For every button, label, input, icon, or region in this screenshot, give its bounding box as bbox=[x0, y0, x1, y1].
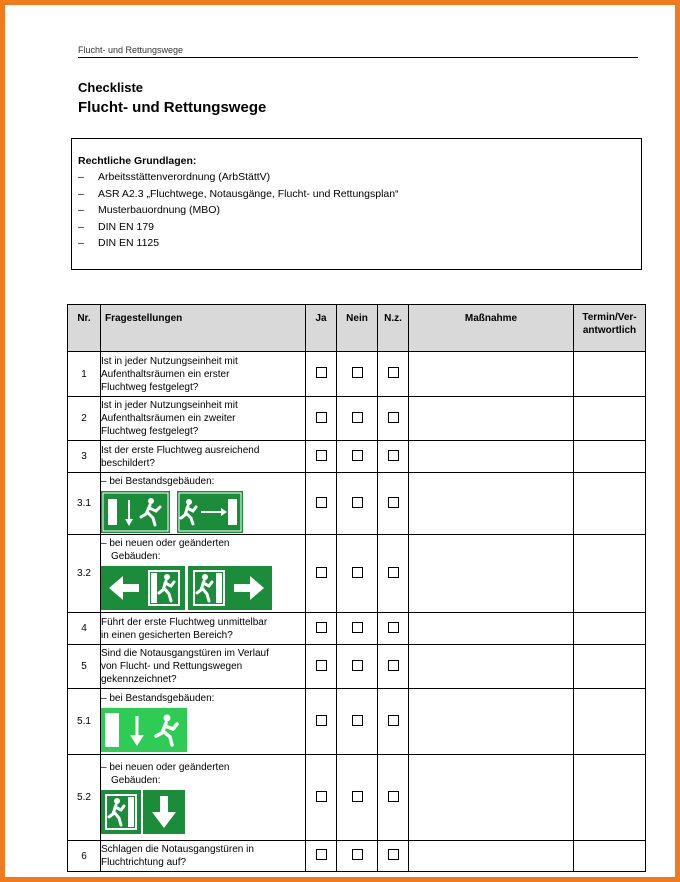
col-header-nein: Nein bbox=[337, 305, 378, 352]
termin-cell[interactable] bbox=[574, 473, 646, 535]
table-row bbox=[68, 352, 646, 397]
massnahme-cell[interactable] bbox=[409, 645, 574, 689]
termin-cell[interactable] bbox=[574, 441, 646, 473]
legal-basis-heading: Rechtliche Grundlagen: bbox=[78, 155, 197, 167]
page-title-kind: Checkliste bbox=[78, 80, 144, 95]
legal-basis-box bbox=[71, 138, 642, 270]
checkbox-ja[interactable] bbox=[316, 622, 327, 633]
table-header-row bbox=[68, 305, 646, 352]
checkbox-ja[interactable] bbox=[316, 791, 327, 802]
legal-item: – DIN EN 179 bbox=[78, 220, 155, 233]
col-header-ja: Ja bbox=[306, 305, 337, 352]
checkbox-nz[interactable] bbox=[388, 367, 399, 378]
checkbox-nein[interactable] bbox=[352, 450, 363, 461]
exit-sign-right-arrow-new-icon bbox=[188, 566, 272, 610]
legal-item: – DIN EN 1125 bbox=[78, 237, 160, 250]
checkbox-nein[interactable] bbox=[352, 849, 363, 860]
checkbox-nz[interactable] bbox=[388, 567, 399, 578]
row-number: 3.1 bbox=[68, 473, 101, 535]
termin-cell[interactable] bbox=[574, 645, 646, 689]
exit-sign-left-arrow-new-icon bbox=[101, 566, 185, 610]
massnahme-cell[interactable] bbox=[409, 755, 574, 841]
table-row bbox=[68, 441, 646, 473]
row-number: 6 bbox=[68, 841, 101, 872]
massnahme-cell[interactable] bbox=[409, 613, 574, 645]
question-cell: – bei Bestandsgebäuden: bbox=[101, 689, 306, 755]
checkbox-nein[interactable] bbox=[352, 622, 363, 633]
col-header-question: Fragestellungen bbox=[101, 305, 306, 352]
table-row bbox=[68, 755, 646, 841]
checkbox-ja[interactable] bbox=[316, 849, 327, 860]
table-row bbox=[68, 689, 646, 755]
table-row bbox=[68, 473, 646, 535]
termin-cell[interactable] bbox=[574, 397, 646, 441]
massnahme-cell[interactable] bbox=[409, 441, 574, 473]
table-row bbox=[68, 397, 646, 441]
checklist-table bbox=[67, 304, 646, 872]
checkbox-nz[interactable] bbox=[388, 791, 399, 802]
question-cell: Ist der erste Fluchtweg ausreichend beschildert? bbox=[101, 441, 306, 473]
row-number: 5.1 bbox=[68, 689, 101, 755]
checkbox-ja[interactable] bbox=[316, 715, 327, 726]
question-cell: Führt der erste Fluchtweg unmittelbar in einen gesicherten Bereich? bbox=[101, 613, 306, 645]
termin-cell[interactable] bbox=[574, 352, 646, 397]
question-cell: – bei neuen oder geänderten Gebäuden: bbox=[101, 535, 306, 613]
massnahme-cell[interactable] bbox=[409, 352, 574, 397]
exit-sign-arrow-left-old-icon bbox=[177, 491, 243, 533]
row-number: 2 bbox=[68, 397, 101, 441]
massnahme-cell[interactable] bbox=[409, 689, 574, 755]
col-header-nr: Nr. bbox=[68, 305, 101, 352]
table-row bbox=[68, 535, 646, 613]
row-number: 3.2 bbox=[68, 535, 101, 613]
exit-sign-down-arrow-old-icon bbox=[101, 491, 170, 533]
checkbox-ja[interactable] bbox=[316, 497, 327, 508]
termin-cell[interactable] bbox=[574, 841, 646, 872]
checkbox-nein[interactable] bbox=[352, 660, 363, 671]
checkbox-ja[interactable] bbox=[316, 660, 327, 671]
row-number: 3 bbox=[68, 441, 101, 473]
checkbox-nz[interactable] bbox=[388, 412, 399, 423]
checkbox-nein[interactable] bbox=[352, 412, 363, 423]
running-header: Flucht- und Rettungswege bbox=[78, 45, 638, 58]
question-cell: Ist in jeder Nutzungseinheit mit Aufenthaltsräumen ein erster Fluchtweg festgelegt? bbox=[101, 352, 306, 397]
exit-sign-door-new-icon bbox=[101, 790, 141, 834]
table-row bbox=[68, 841, 646, 872]
question-cell: – bei neuen oder geänderten Gebäuden: bbox=[101, 755, 306, 841]
exit-sign-door-down-arrow-old-icon bbox=[101, 708, 187, 752]
massnahme-cell[interactable] bbox=[409, 535, 574, 613]
exit-sign-down-arrow-new-icon bbox=[143, 790, 185, 834]
massnahme-cell[interactable] bbox=[409, 397, 574, 441]
legal-item: – ASR A2.3 „Fluchtwege, Notausgänge, Flucht- und Rettungsplan“ bbox=[78, 187, 399, 200]
termin-cell[interactable] bbox=[574, 613, 646, 645]
row-number: 4 bbox=[68, 613, 101, 645]
checkbox-nein[interactable] bbox=[352, 367, 363, 378]
page-title: Flucht- und Rettungswege bbox=[78, 99, 267, 116]
checkbox-nz[interactable] bbox=[388, 715, 399, 726]
legal-item: – Musterbauordnung (MBO) bbox=[78, 204, 220, 217]
checkbox-ja[interactable] bbox=[316, 450, 327, 461]
checkbox-ja[interactable] bbox=[316, 367, 327, 378]
question-cell: Schlagen die Notausgangstüren in Fluchtrichtung auf? bbox=[101, 841, 306, 872]
legal-item: – Arbeitsstättenverordnung (ArbStättV) bbox=[78, 171, 271, 184]
checkbox-nein[interactable] bbox=[352, 791, 363, 802]
checkbox-nein[interactable] bbox=[352, 715, 363, 726]
checkbox-ja[interactable] bbox=[316, 412, 327, 423]
checkbox-nz[interactable] bbox=[388, 497, 399, 508]
checkbox-nein[interactable] bbox=[352, 567, 363, 578]
col-header-termin: Termin/Ver-antwortlich bbox=[574, 305, 646, 352]
col-header-nz: N.z. bbox=[378, 305, 409, 352]
table-row bbox=[68, 613, 646, 645]
checkbox-nein[interactable] bbox=[352, 497, 363, 508]
row-number: 5 bbox=[68, 645, 101, 689]
question-cell: Sind die Notausgangstüren im Verlauf von Flucht- und Rettungswegen gekennzeichnet? bbox=[101, 645, 306, 689]
checkbox-ja[interactable] bbox=[316, 567, 327, 578]
checkbox-nz[interactable] bbox=[388, 660, 399, 671]
massnahme-cell[interactable] bbox=[409, 473, 574, 535]
row-number: 1 bbox=[68, 352, 101, 397]
question-cell: Ist in jeder Nutzungseinheit mit Aufenthaltsräumen ein zweiter Fluchtweg festgelegt? bbox=[101, 397, 306, 441]
termin-cell[interactable] bbox=[574, 689, 646, 755]
checkbox-nz[interactable] bbox=[388, 622, 399, 633]
table-row bbox=[68, 645, 646, 689]
termin-cell[interactable] bbox=[574, 755, 646, 841]
termin-cell[interactable] bbox=[574, 535, 646, 613]
question-cell: – bei Bestandsgebäuden: bbox=[101, 473, 306, 535]
row-number: 5.2 bbox=[68, 755, 101, 841]
checkbox-nz[interactable] bbox=[388, 849, 399, 860]
checkbox-nz[interactable] bbox=[388, 450, 399, 461]
massnahme-cell[interactable] bbox=[409, 841, 574, 872]
col-header-massnahme: Maßnahme bbox=[409, 305, 574, 352]
